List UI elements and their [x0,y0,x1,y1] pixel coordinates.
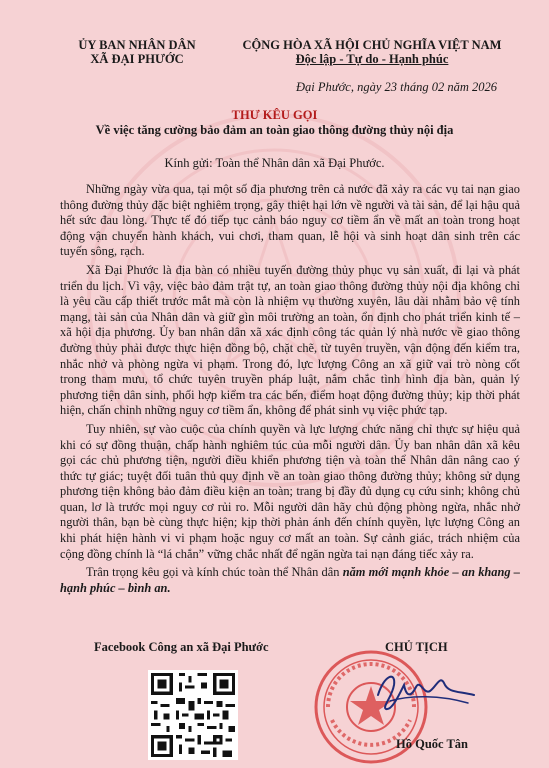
issuer-block [52,38,222,66]
qr-code-icon[interactable] [148,670,238,760]
greeting-line: Kính gửi: Toàn thể Nhân dân xã Đại Phước. [164,156,385,170]
signer-position: CHỦ TỊCH [385,640,448,654]
closing-paragraph [60,565,520,596]
document-subtitle: Về việc tăng cường bảo đảm an toàn giao thông đường thủy nội địa [95,123,454,137]
closing-wishes: năm mới mạnh khỏe – an khang – hạnh phúc – bình an. [60,565,520,595]
document-date: Đại Phước, ngày 23 tháng 02 năm 2026 [296,80,497,94]
letter-body [60,182,520,599]
facebook-label: Facebook Công an xã Đại Phước [94,640,269,654]
paragraph-2: Xã Đại Phước là địa bàn có nhiều tuyến đường thủy phục vụ sản xuất, đi lại và phát triển du lịch. Vì vậy, việc bảo đảm trật tự, an toàn giao thông đường thủy nội địa không chỉ là yêu cầu cấp thiết trước mắt mà còn là nhiệm vụ thường xuyên, lâu dài nhằm bảo vệ tính mạng, tài sản của Nhân dân và giữ gìn môi trường an toàn, ổn định cho phát triển kinh tế – xã hội địa phương. Ủy ban nhân dân xã xác định công tác quản lý nhà nước về giao thông đường thủy phải được thực hiện đồng bộ, chặt chẽ, từ tuyên truyền, vận động đến kiểm tra, nhắc nhở và phòng ngừa vi phạm. Trong đó, lực lượng Công an xã giữ vai trò nòng cốt trong tham mưu, tổ chức tuyên truyền pháp luật, nắm chắc tình hình địa bàn, quản lý phương tiện dân sinh, phối hợp kiểm tra các bến, điểm hoạt động đường thủy; kịp thời phát hiện, chấn chỉnh những nguy cơ tiềm ẩn, không để phát sinh vụ việc phức tạp. [60,262,520,418]
national-block [222,38,522,66]
paragraph-1: Những ngày vừa qua, tại một số địa phương trên cả nước đã xảy ra các vụ tai nạn giao thông đường thủy đặc biệt nghiêm trọng, gây thiệt hại lớn về người và tài sản, để lại hậu quả hết sức đau lòng. Thực tế đó tiếp tục cảnh báo nguy cơ tiềm ẩn về mất an toàn trong hoạt động vận chuyển hành khách, vui chơi, tham quan, lễ hội và sinh hoạt dân sinh trên các tuyến sông, rạch. [60,182,520,259]
closing-text: Trân trọng kêu gọi và kính chúc toàn thể Nhân dân [86,565,343,580]
issuer-line-2: XÃ ĐẠI PHƯỚC [90,52,184,66]
paragraph-3: Tuy nhiên, sự vào cuộc của chính quyền và lực lượng chức năng chỉ thực sự hiệu quả khi có sự đồng thuận, chấp hành nghiêm túc của mỗi người dân. Ủy ban nhân dân xã kêu gọi các chủ phương tiện, người điều khiển phương tiện và toàn thể Nhân dân nâng cao ý thức tự giác; tuyệt đối tuân thủ quy định về an toàn giao thông đường thủy; không sử dụng phương tiện không bảo đảm điều kiện an toàn; trang bị đầy đủ dụng cụ cứu sinh; không chủ quan, lơ là trước mọi nguy cơ rủi ro. Mỗi người dân hãy chủ động phòng ngừa, nhắc nhở người thân, bạn bè cùng thực hiện; kịp thời phản ánh đến chính quyền, lực lượng Công an khi phát hiện hành vi vi phạm hoặc nguy cơ mất an toàn. Sự cảnh giác, trách nhiệm của cộng đồng chính là “lá chắn” vững chắc nhất để ngăn ngừa tai nạn đáng tiếc xảy ra. [60,421,520,561]
signature-icon [370,665,480,717]
document-title: THƯ KÊU GỌI [231,108,318,122]
issuer-line-1: ỦY BAN NHÂN DÂN [78,38,196,52]
national-title: CỘNG HÒA XÃ HỘI CHỦ NGHĨA VIỆT NAM [242,38,502,52]
national-motto: Độc lập - Tự do - Hạnh phúc [295,52,449,66]
document-title-block [0,108,549,138]
signer-name: Hồ Quốc Tân [396,737,469,751]
